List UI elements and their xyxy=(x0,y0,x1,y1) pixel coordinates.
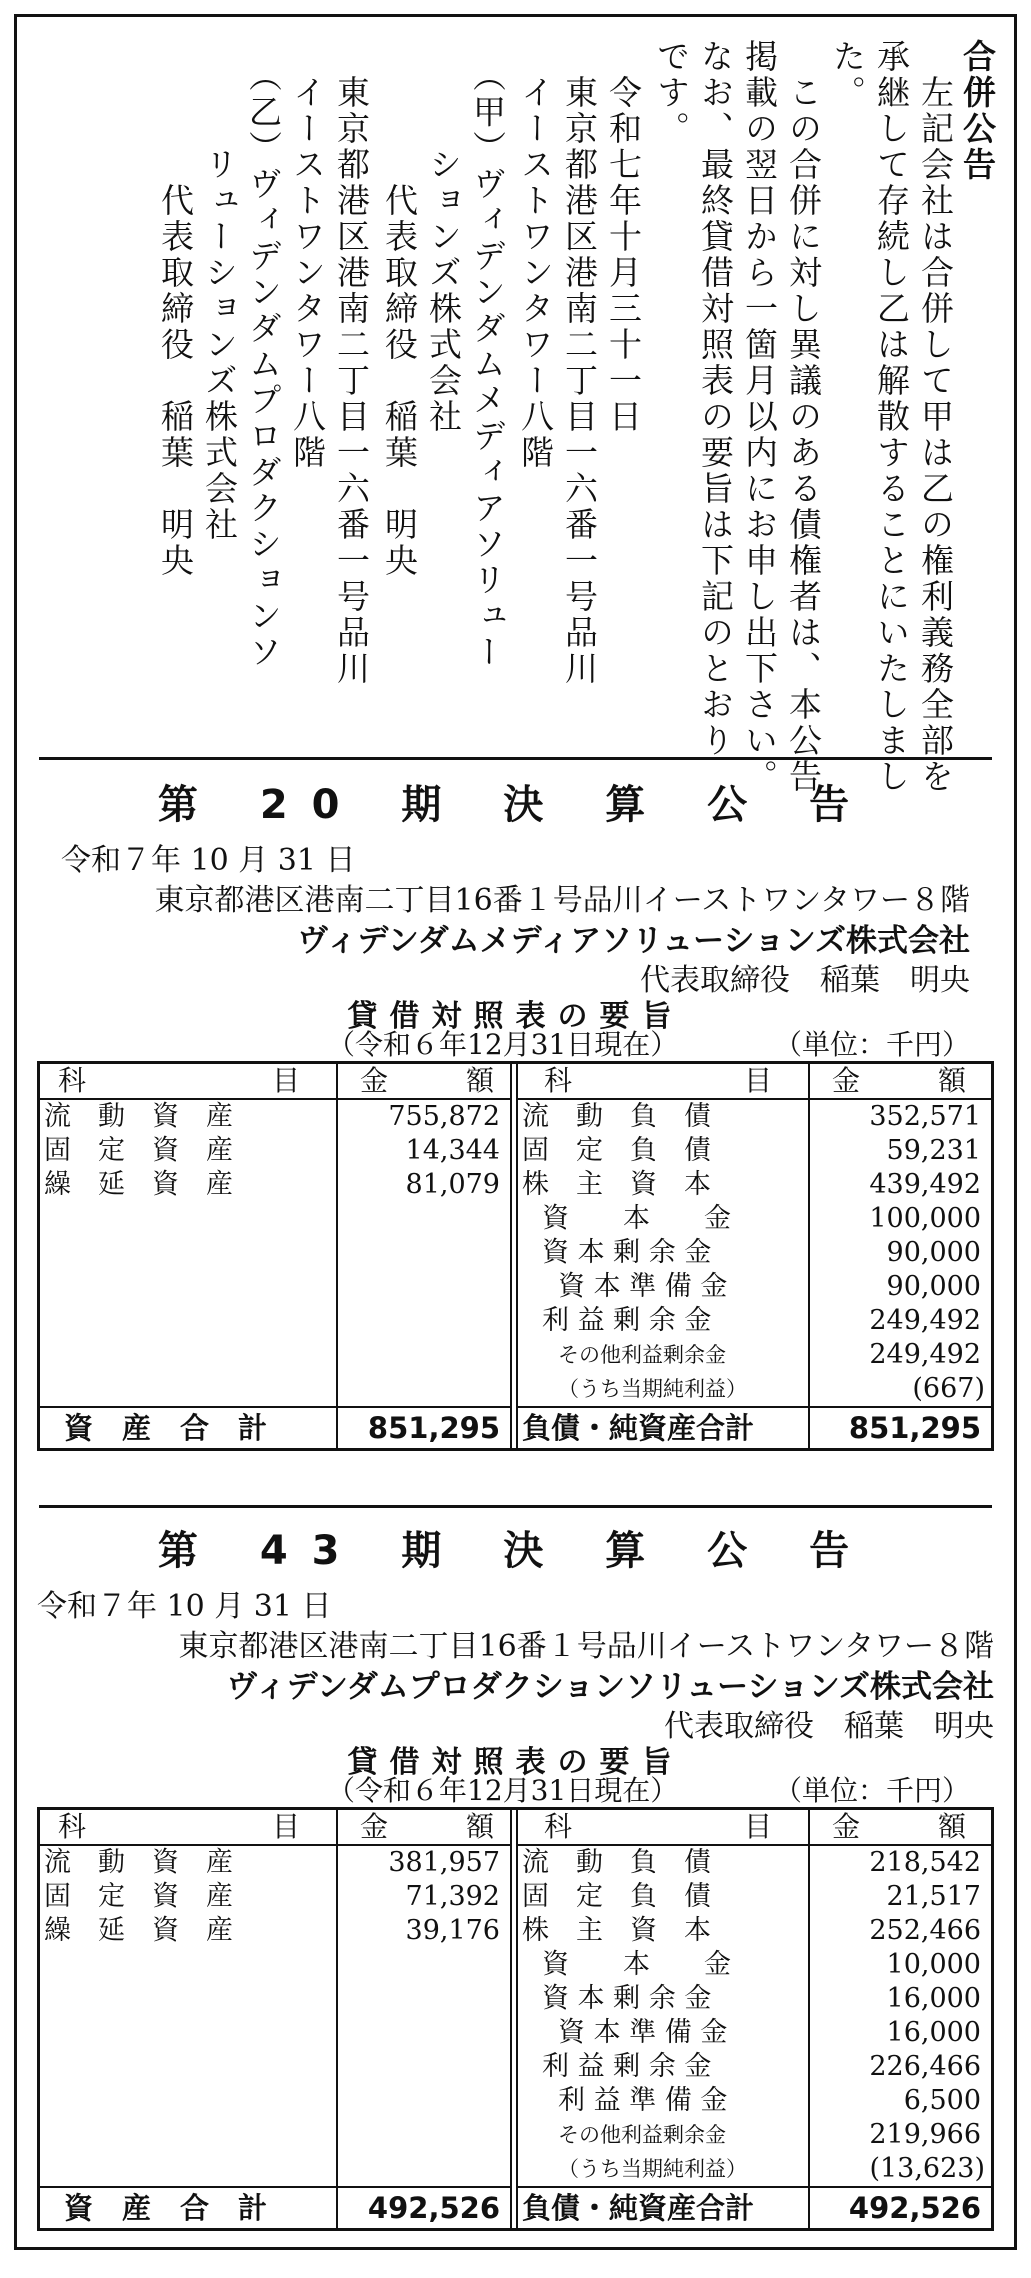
table-row-label: 固 定 負 債 xyxy=(522,1135,711,1166)
table-total-row xyxy=(40,2186,510,2228)
table-row-value: 16,000 xyxy=(886,1983,981,2014)
merger-notice xyxy=(17,17,1014,795)
table-row-label: 資 本 金 xyxy=(542,1203,731,1234)
table-row-label: 流 動 資 産 xyxy=(44,1847,233,1878)
merger-notice-title: 合併公告 xyxy=(958,39,997,183)
table-center-divider xyxy=(510,1810,518,2228)
table-row-value: 10,000 xyxy=(886,1949,981,1980)
table-row-label: 資 本 剰 余 金 xyxy=(542,1983,712,2014)
merger-notice-line: 掲載の翌日から一箇月以内にお申し出下さい。 xyxy=(740,39,779,795)
table-row-label: 流 動 負 債 xyxy=(522,1101,711,1132)
header-item-left: 科 xyxy=(58,1064,87,1097)
merger-notice-line: 承継して存続し乙は解散することにいたしまし xyxy=(872,39,911,795)
table-row-value: 90,000 xyxy=(886,1237,981,1268)
assets-column xyxy=(40,1064,510,1448)
table-row-label: 繰 延 資 産 xyxy=(44,1915,233,1946)
liabilities-column xyxy=(518,1064,991,1448)
merger-notice-line: イーストワンタワー八階 xyxy=(516,39,555,471)
table-header xyxy=(518,1810,991,1846)
financial-statement-notice xyxy=(17,1515,1014,2245)
company-address: 東京都港区港南二丁目16番１号品川イーストワンタワー８階 xyxy=(154,883,970,918)
header-amount-right: 額 xyxy=(938,1064,967,1097)
table-row-value: 16,000 xyxy=(886,2017,981,2048)
header-amount-left: 金 xyxy=(360,1810,389,1843)
merger-notice-line: リューションズ株式会社 xyxy=(200,39,239,543)
table-row-label: 固 定 資 産 xyxy=(44,1881,233,1912)
header-amount-right: 額 xyxy=(466,1810,495,1843)
table-row-value: 249,492 xyxy=(869,1339,981,1370)
header-item-left: 科 xyxy=(544,1064,573,1097)
merger-notice-line: この合併に対し異議のある債権者は、本公告 xyxy=(784,39,823,795)
representative: 代表取締役 稲葉 明央 xyxy=(640,963,970,998)
table-row-value: 71,392 xyxy=(405,1881,500,1912)
table-row-label: （うち当期純利益） xyxy=(558,1377,747,1401)
table-row-value: 81,079 xyxy=(405,1169,500,1200)
table-row-value: 219,966 xyxy=(869,2119,981,2150)
column-separator xyxy=(336,1064,338,1448)
table-total-row xyxy=(518,2186,991,2228)
merger-notice-line: です。 xyxy=(652,39,691,147)
header-item-right: 目 xyxy=(744,1064,773,1097)
merger-notice-line: 代表取締役 稲葉 明央 xyxy=(380,39,419,579)
statement-title: 第 20 期 決 算 公 告 xyxy=(157,782,874,828)
table-row-value: 226,466 xyxy=(869,2051,981,2082)
table-row-value: 59,231 xyxy=(886,1135,981,1166)
company-address: 東京都港区港南二丁目16番１号品川イーストワンタワー８階 xyxy=(178,1629,994,1664)
total-value: 492,526 xyxy=(367,2191,500,2225)
table-row-value: 90,000 xyxy=(886,1271,981,1302)
merger-notice-line: た。 xyxy=(828,39,867,111)
financial-statement-notice xyxy=(17,769,1014,1499)
total-label: 負債・純資産合計 xyxy=(522,2191,755,2225)
merger-notice-line: 東京都港区港南二丁目一六番一号品川 xyxy=(560,39,599,687)
total-label: 負債・純資産合計 xyxy=(522,1411,755,1445)
table-row-label: 流 動 負 債 xyxy=(522,1847,711,1878)
merger-notice-line: （甲）ヴィデンダムメディアソリュー xyxy=(468,39,507,671)
header-item-left: 科 xyxy=(58,1810,87,1843)
total-value: 492,526 xyxy=(848,2191,981,2225)
table-row-value: 218,542 xyxy=(869,1847,981,1878)
balance-sheet-title: 貸借対照表の要旨 xyxy=(347,1745,684,1780)
header-item-right: 目 xyxy=(744,1810,773,1843)
header-amount-left: 金 xyxy=(832,1810,861,1843)
public-notice-page xyxy=(14,14,1017,2250)
table-row-label: 固 定 負 債 xyxy=(522,1881,711,1912)
table-row-value: 249,492 xyxy=(869,1305,981,1336)
table-row-value: 6,500 xyxy=(903,2085,981,2116)
table-row-label: 固 定 資 産 xyxy=(44,1135,233,1166)
balance-sheet-table xyxy=(37,1061,994,1451)
table-row-label: その他利益剰余金 xyxy=(558,1343,726,1367)
table-row-value: 21,517 xyxy=(886,1881,981,1912)
merger-notice-line: （乙）ヴィデンダムプロダクションソ xyxy=(244,39,283,671)
statement-date: 令和７年 10 月 31 日 xyxy=(37,1589,332,1624)
merger-notice-line: 令和七年十月三十一日 xyxy=(604,39,643,435)
table-row-value: 14,344 xyxy=(405,1135,500,1166)
merger-notice-line: 東京都港区港南二丁目一六番一号品川 xyxy=(332,39,371,687)
table-row-label: 資 本 剰 余 金 xyxy=(542,1237,712,1268)
balance-sheet-unit: （単位：千円） xyxy=(773,1774,970,1807)
assets-column xyxy=(40,1810,510,2228)
total-value: 851,295 xyxy=(848,1411,981,1445)
table-row-label: 資 本 金 xyxy=(542,1949,731,1980)
table-row-value: (13,623) xyxy=(869,2153,985,2184)
table-row-value: 381,957 xyxy=(388,1847,500,1878)
balance-sheet-title: 貸借対照表の要旨 xyxy=(347,999,684,1034)
table-row-label: その他利益剰余金 xyxy=(558,2123,726,2147)
merger-notice-line: なお、最終貸借対照表の要旨は下記のとおり xyxy=(696,39,735,759)
table-row-value: 100,000 xyxy=(869,1203,981,1234)
table-row-label: 流 動 資 産 xyxy=(44,1101,233,1132)
statement-date: 令和７年 10 月 31 日 xyxy=(61,843,356,878)
header-amount-right: 額 xyxy=(938,1810,967,1843)
balance-sheet-unit: （単位：千円） xyxy=(773,1028,970,1061)
balance-sheet-period: （令和６年12月31日現在） xyxy=(327,1028,679,1061)
total-value: 851,295 xyxy=(367,1411,500,1445)
column-separator xyxy=(808,1064,810,1448)
column-separator xyxy=(808,1810,810,2228)
header-item-right: 目 xyxy=(272,1810,301,1843)
table-row-label: 利 益 準 備 金 xyxy=(558,2085,728,2116)
header-amount-left: 金 xyxy=(832,1064,861,1097)
section-divider xyxy=(39,1505,992,1508)
header-amount-left: 金 xyxy=(360,1064,389,1097)
table-total-row xyxy=(40,1406,510,1448)
table-row-value: 439,492 xyxy=(869,1169,981,1200)
table-center-divider xyxy=(510,1064,518,1448)
header-item-right: 目 xyxy=(272,1064,301,1097)
table-row-value: 352,571 xyxy=(869,1101,981,1132)
total-label: 資 産 合 計 xyxy=(64,1411,268,1445)
table-row-label: 繰 延 資 産 xyxy=(44,1169,233,1200)
table-header xyxy=(518,1064,991,1100)
header-amount-right: 額 xyxy=(466,1064,495,1097)
statement-title: 第 43 期 決 算 公 告 xyxy=(157,1528,874,1574)
balance-sheet-table xyxy=(37,1807,994,2231)
table-row-value: (667) xyxy=(912,1373,985,1404)
table-row-label: 株 主 資 本 xyxy=(522,1169,711,1200)
merger-notice-line: イーストワンタワー八階 xyxy=(288,39,327,471)
table-row-label: 資 本 準 備 金 xyxy=(558,1271,728,1302)
table-row-label: （うち当期純利益） xyxy=(558,2157,747,2181)
header-item-left: 科 xyxy=(544,1810,573,1843)
table-row-value: 39,176 xyxy=(405,1915,500,1946)
table-row-value: 252,466 xyxy=(869,1915,981,1946)
total-label: 資 産 合 計 xyxy=(64,2191,268,2225)
table-header xyxy=(40,1064,510,1100)
column-separator xyxy=(336,1810,338,2228)
table-row-label: 株 主 資 本 xyxy=(522,1915,711,1946)
table-total-row xyxy=(518,1406,991,1448)
company-name: ヴィデンダムメディアソリューションズ株式会社 xyxy=(297,923,970,959)
representative: 代表取締役 稲葉 明央 xyxy=(664,1709,994,1744)
company-name: ヴィデンダムプロダクションソリューションズ株式会社 xyxy=(226,1669,994,1705)
section-divider xyxy=(39,757,992,760)
table-row-label: 利 益 剰 余 金 xyxy=(542,1305,712,1336)
merger-notice-line: ションズ株式会社 xyxy=(424,39,463,435)
table-row-value: 755,872 xyxy=(388,1101,500,1132)
balance-sheet-period: （令和６年12月31日現在） xyxy=(327,1774,679,1807)
table-row-label: 利 益 剰 余 金 xyxy=(542,2051,712,2082)
liabilities-column xyxy=(518,1810,991,2228)
table-row-label: 資 本 準 備 金 xyxy=(558,2017,728,2048)
merger-notice-line: 左記会社は合併して甲は乙の権利義務全部を xyxy=(916,39,955,795)
merger-notice-line: 代表取締役 稲葉 明央 xyxy=(156,39,195,579)
table-header xyxy=(40,1810,510,1846)
